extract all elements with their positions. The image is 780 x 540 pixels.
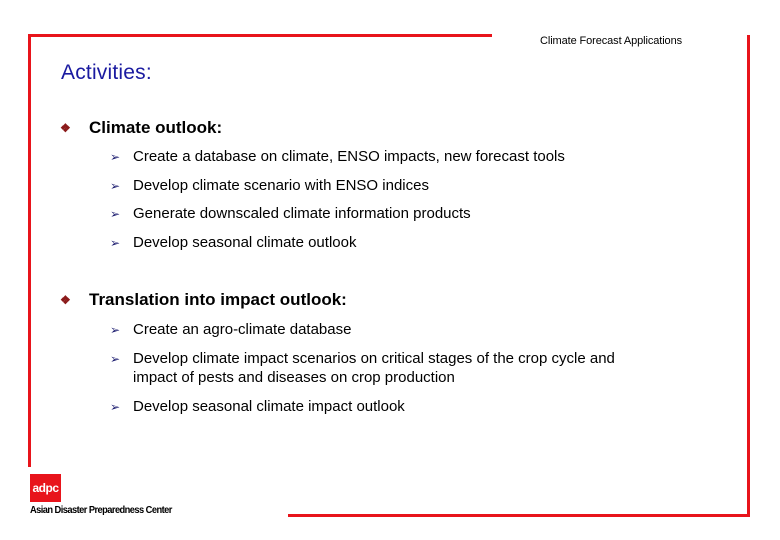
list-item: ➢ Develop climate impact scenarios on critical stages of the crop cycle and — [110, 350, 615, 367]
section-heading: Climate outlook: — [89, 118, 223, 137]
list-item: ➢ Create a database on climate, ENSO impacts, new forecast tools — [110, 148, 565, 165]
arrow-bullet-icon: ➢ — [110, 236, 121, 250]
logo-mark: adpc — [30, 474, 61, 502]
list-item: ➢ Develop seasonal climate impact outlook — [110, 398, 405, 415]
arrow-bullet-icon: ➢ — [110, 400, 121, 414]
arrow-bullet-icon: ➢ — [110, 323, 121, 337]
list-item: ➢ Create an agro-climate database — [110, 321, 352, 338]
logo-org-name: Asian Disaster Preparedness Center — [30, 505, 172, 516]
list-item: ➢ Develop seasonal climate outlook — [110, 234, 357, 251]
list-item: ➢ Develop climate scenario with ENSO indices — [110, 177, 429, 194]
list-item-continuation: impact of pests and diseases on crop production — [133, 369, 455, 386]
frame-left-line — [28, 34, 31, 467]
frame-bottom-line — [288, 514, 750, 517]
slide-title: Activities: — [61, 61, 152, 84]
header-title: Climate Forecast Applications — [540, 35, 682, 47]
diamond-bullet-icon: ❖ — [60, 121, 71, 135]
section-climate-outlook — [60, 118, 222, 138]
section-impact-outlook — [60, 290, 347, 310]
frame-top-line — [28, 34, 492, 37]
arrow-bullet-icon: ➢ — [110, 150, 121, 164]
section-heading: Translation into impact outlook: — [89, 290, 347, 309]
frame-right-line — [747, 35, 750, 517]
arrow-bullet-icon: ➢ — [110, 207, 121, 221]
arrow-bullet-icon: ➢ — [110, 352, 121, 366]
adpc-logo — [30, 474, 182, 516]
arrow-bullet-icon: ➢ — [110, 179, 121, 193]
list-item: ➢ Generate downscaled climate information products — [110, 205, 471, 222]
diamond-bullet-icon: ❖ — [60, 293, 71, 307]
